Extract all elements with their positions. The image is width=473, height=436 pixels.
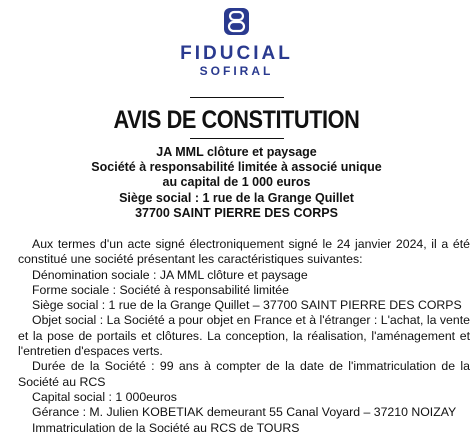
- intro-paragraph: Aux termes d'un acte signé électroniquement signé le 24 janvier 2024, il a été constitué une société présentant les caractéristiques suivantes:: [18, 237, 470, 267]
- company-legal-form: Société à responsabilité limitée à associé unique: [91, 160, 382, 175]
- company-name: JA MML clôture et paysage: [156, 145, 317, 159]
- brand-subname: SOFIRAL: [199, 64, 274, 78]
- denomination-line: Dénomination sociale : JA MML clôture et paysage: [32, 267, 308, 282]
- company-address: Siège social : 1 rue de la Grange Quillet: [119, 190, 354, 205]
- registered-office-line: Siège social : 1 rue de la Grange Quillet – 37700 SAINT PIERRE DES CORPS: [32, 298, 462, 313]
- title-top-rule: [190, 97, 284, 98]
- management-line: Gérance : M. Julien KOBETIAK demeurant 55 Canal Voyard – 37210 NOIZAY: [32, 405, 457, 420]
- fiducial-logo-mark-icon: [224, 8, 249, 35]
- company-capital: au capital de 1 000 euros: [162, 175, 311, 190]
- company-header: [0, 145, 473, 221]
- business-purpose-paragraph: Objet social : La Société a pour objet en France et à l'étranger : L'achat, la vente et la pose de portails et clôtures. La conception, la réalisation, l'aménagement et l'entretien d'espaces verts.: [18, 313, 470, 359]
- brand-name: FIDUCIAL: [180, 43, 293, 64]
- duration-paragraph: Durée de la Société : 99 ans à compter de la date de l'immatriculation de la Société au RCS: [18, 359, 470, 389]
- notice-title: AVIS DE CONSTITUTION: [113, 106, 360, 134]
- title-bottom-rule: [190, 138, 284, 139]
- company-city: 37700 SAINT PIERRE DES CORPS: [135, 205, 338, 220]
- notice-body: [18, 237, 470, 436]
- legal-form-line: Forme sociale : Société à responsabilité limitée: [32, 282, 289, 297]
- share-capital-line: Capital social : 1 000euros: [32, 389, 177, 404]
- fiducial-logo: [0, 0, 473, 80]
- registration-line: Immatriculation de la Société au RCS de TOURS: [32, 420, 300, 435]
